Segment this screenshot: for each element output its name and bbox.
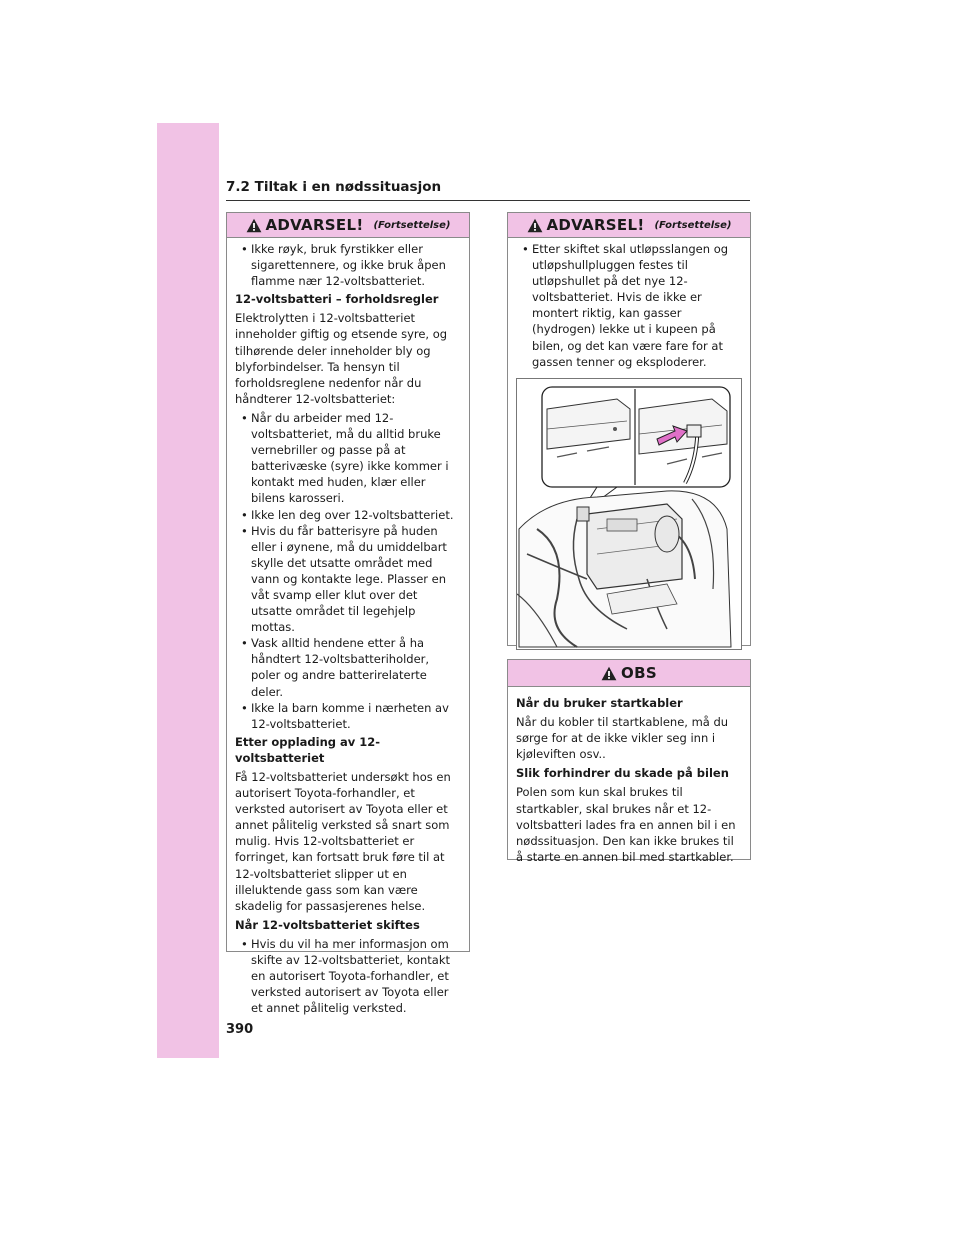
- notice-triangle-icon: [601, 666, 617, 681]
- subheading: Etter opplading av 12-voltsbatteriet: [235, 734, 381, 765]
- bullet-item: • Ikke len deg over 12-voltsbatteriet.: [235, 507, 461, 523]
- section-header: 7.2 Tiltak i en nødssituasjon: [226, 178, 750, 201]
- notice-title: OBS: [621, 664, 657, 682]
- bullet-item: • Vask alltid hendene etter å ha håndtert 12-voltsbatteriholder, poler og andre batterirelaterte deler.: [235, 635, 461, 699]
- bullet-item: • Når du arbeider med 12-voltsbatteriet, må du alltid bruke vernebriller og passe på at batterivæske (syre) ikke kommer i kontakt med huden, klær eller bilens karosseri.: [235, 410, 461, 507]
- warning-box-header: [227, 213, 469, 238]
- warning-box-body: [508, 238, 750, 658]
- paragraph: Når du kobler til startkablene, må du sørge for at de ikke vikler seg inn i kjøleviften osv..: [516, 715, 729, 762]
- warning-title: ADVARSEL!: [265, 216, 364, 234]
- continued-label: (Fortsettelse): [373, 219, 451, 231]
- warning-triangle-icon: [246, 218, 262, 233]
- subheading: Slik forhindrer du skade på bilen: [516, 766, 729, 781]
- battery-drain-hose-illustration: [516, 378, 742, 650]
- paragraph: Få 12-voltsbatteriet undersøkt hos en autorisert Toyota-forhandler, et verksted autorisert av Toyota eller et annet pålitelig verksted så snart som mulig. Hvis 12-voltsbatteriet er forringet, kan fortsatt bruk føre til at 12-voltsbatteriet slipper ut en illeluktende gass som kan være skadelig for passasjerenes helse.: [235, 770, 451, 913]
- battery-illustration-svg: [517, 379, 741, 649]
- bullet-item: • Ikke røyk, bruk fyrstikker eller sigarettennere, og ikke bruk åpen flamme nær 12-voltsbatteriet.: [235, 241, 461, 289]
- warning-box-body: [227, 238, 469, 1024]
- paragraph: Polen som kun skal brukes til startkabler, skal brukes når et 12-voltsbatteri lades fra en annen bil i en nødssituasjon. Den kan ikke brukes til å starte en annen bil med startkabler.: [516, 785, 736, 864]
- warning-triangle-icon: [527, 218, 543, 233]
- paragraph: Elektrolytten i 12-voltsbatteriet inneholder giftig og etsende syre, og tilhørende deler inneholder bly og blyforbindelser. Ta hensyn til forholdsreglene nedenfor når du håndterer 12-voltsbatteriet:: [235, 311, 448, 406]
- bullet-item: • Ikke la barn komme i nærheten av 12-voltsbatteriet.: [235, 700, 461, 732]
- warning-box-right: [507, 212, 751, 646]
- chapter-side-band: [157, 123, 219, 1058]
- warning-title: ADVARSEL!: [546, 216, 645, 234]
- notice-box-header: [508, 660, 750, 687]
- subheading: 12-voltsbatteri – forholdsregler: [235, 292, 439, 307]
- bullet-item: • Hvis du vil ha mer informasjon om skifte av 12-voltsbatteriet, kontakt en autorisert Toyota-forhandler, et verksted autorisert av Toyota eller et annet pålitelig verksted.: [235, 936, 461, 1016]
- continued-label: (Fortsettelse): [654, 219, 732, 231]
- warning-box-header: [508, 213, 750, 238]
- subheading: Når 12-voltsbatteriet skiftes: [235, 917, 420, 932]
- notice-box-body: [508, 687, 750, 876]
- page-number: 390: [226, 1022, 254, 1037]
- bullet-item: • Hvis du får batterisyre på huden eller i øynene, må du umiddelbart skylle det utsatte området med vann og kontakte lege. Plasser en våt svamp eller klut over det utsatte området til legehjelp mottas.: [235, 523, 461, 636]
- subheading: Når du bruker startkabler: [516, 696, 683, 710]
- notice-box: [507, 659, 751, 864]
- warning-box-left: [226, 212, 470, 1016]
- bullet-item: • Etter skiftet skal utløpsslangen og utløpshullpluggen festes til utløpshullet på det nye 12-voltsbatteriet. Hvis de ikke er montert riktig, kan gasser (hydrogen) lekke ut i kupeen på bilen, og det kan være fare for at gassen tenner og eksploderer.: [516, 241, 742, 370]
